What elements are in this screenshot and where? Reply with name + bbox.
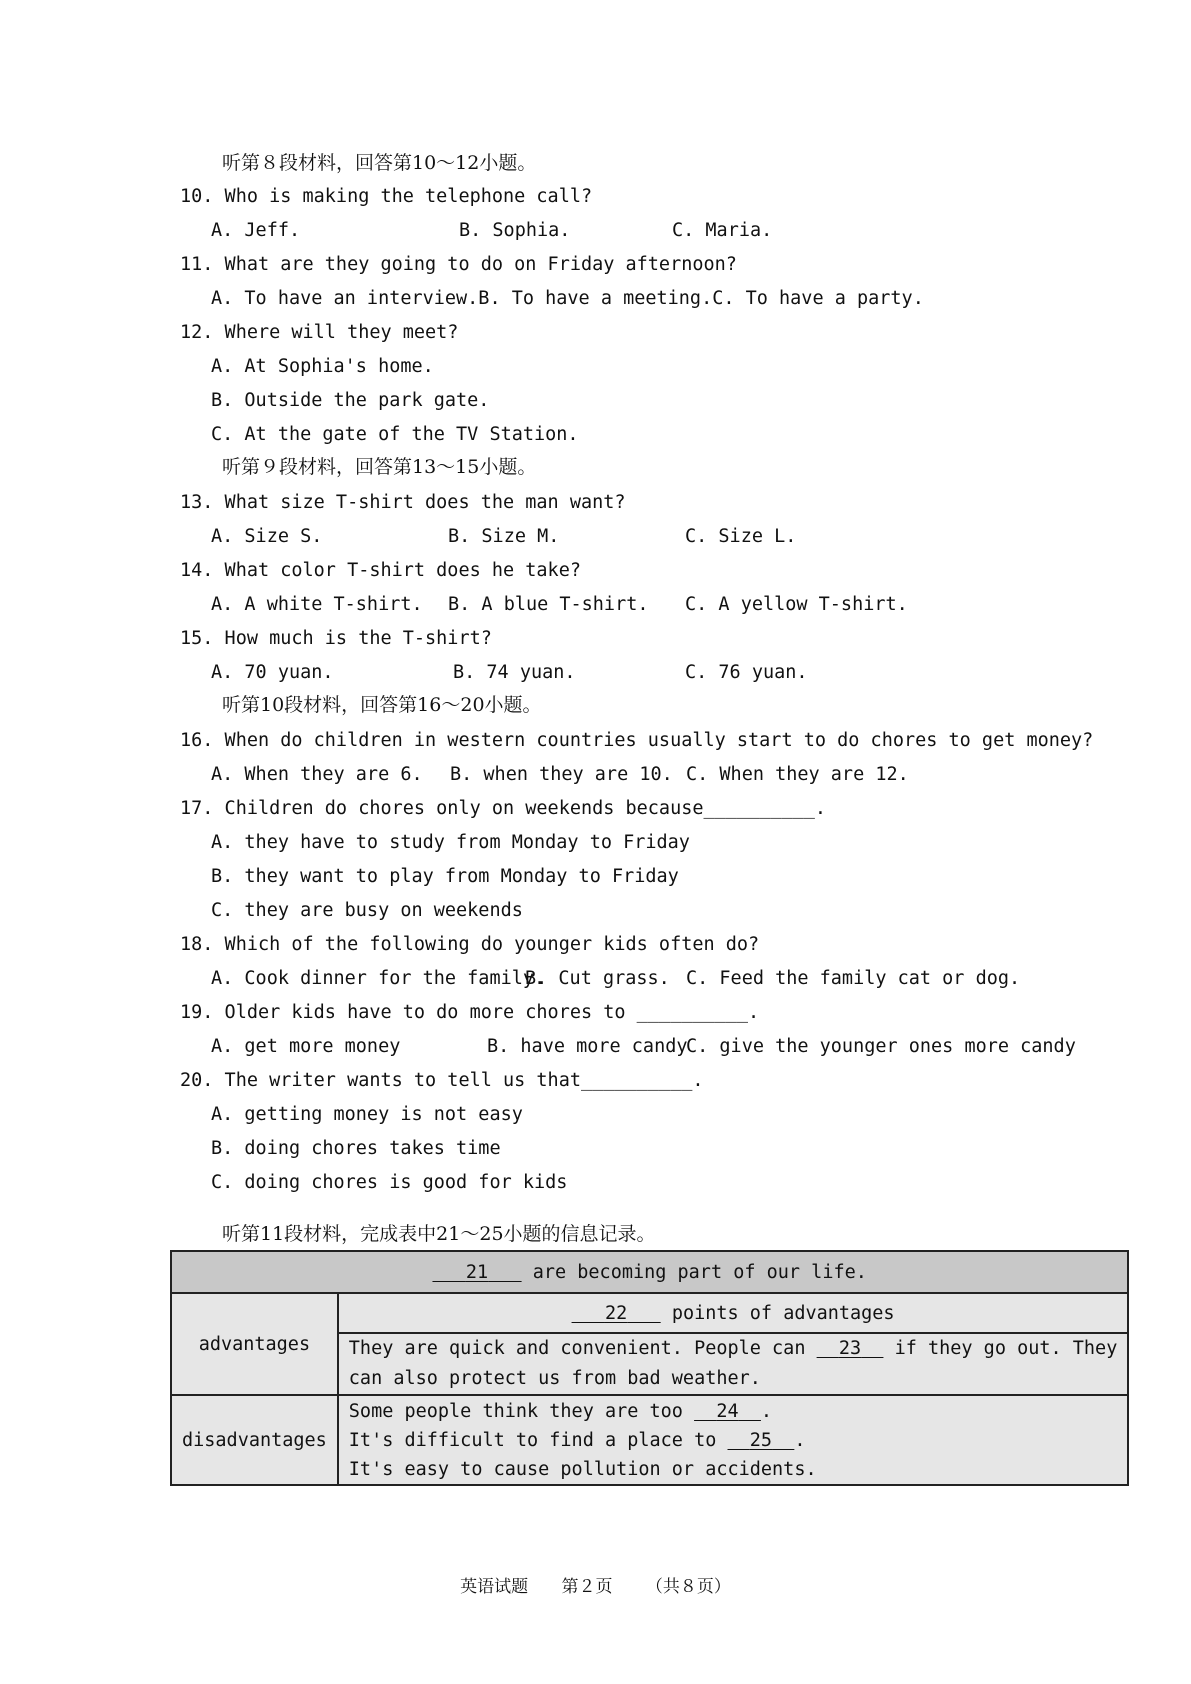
q15-option-b: B. 74 yuan. bbox=[453, 662, 576, 683]
section-10-heading: 听第10段材料，回答第16～20小题。 bbox=[222, 694, 542, 716]
footer-page: 第２页 bbox=[561, 1577, 613, 1597]
q12-option-b: B. Outside the park gate. bbox=[211, 390, 490, 411]
q19-option-a: A. get more money bbox=[211, 1036, 401, 1057]
q10-option-a: A. Jeff. bbox=[211, 220, 301, 241]
advantages-row-1 bbox=[171, 1293, 1128, 1333]
disadvantages-row bbox=[171, 1395, 1128, 1485]
q17-option-a: A. they have to study from Monday to Friday bbox=[211, 832, 690, 853]
q18-option-c: C. Feed the family cat or dog. bbox=[686, 968, 1021, 989]
disadvantages-line-3: It's easy to cause pollution or accidents. bbox=[348, 1458, 817, 1480]
q14-option-a: A. A white T-shirt. bbox=[211, 594, 423, 615]
advantages-sub-cell bbox=[338, 1293, 1129, 1333]
question-13: 13. What size T-shirt does the man want? bbox=[180, 492, 626, 513]
disadvantages-text-cell bbox=[338, 1395, 1129, 1485]
q18-option-b: B. Cut grass. bbox=[525, 968, 670, 989]
blank-22: 22 bbox=[604, 1302, 628, 1324]
section-11-heading: 听第11段材料，完成表中21～25小题的信息记录。 bbox=[222, 1223, 656, 1245]
q16-option-c: C. When they are 12. bbox=[686, 764, 909, 785]
q19-option-c: C. give the younger ones more candy bbox=[686, 1036, 1076, 1057]
advantages-text-cell bbox=[338, 1333, 1129, 1395]
footer-total: （共８页） bbox=[645, 1577, 731, 1597]
q20-option-a: A. getting money is not easy bbox=[211, 1104, 523, 1125]
q13-option-b: B. Size M. bbox=[448, 526, 560, 547]
q19-option-b: B. have more candy bbox=[487, 1036, 688, 1057]
table-header-row bbox=[171, 1251, 1128, 1293]
page-footer bbox=[0, 1572, 1191, 1597]
q20-option-c: C. doing chores is good for kids bbox=[211, 1172, 568, 1193]
disadvantages-line-2: It's difficult to find a place to 25 . bbox=[348, 1429, 806, 1451]
question-17: 17. Children do chores only on weekends because__________. bbox=[180, 798, 827, 819]
q17-option-c: C. they are busy on weekends bbox=[211, 900, 523, 921]
question-15: 15. How much is the T-shirt? bbox=[180, 628, 492, 649]
q14-option-c: C. A yellow T-shirt. bbox=[685, 594, 908, 615]
question-19: 19. Older kids have to do more chores to __________. bbox=[180, 1002, 760, 1023]
q15-option-a: A. 70 yuan. bbox=[211, 662, 334, 683]
question-20: 20. The writer wants to tell us that__________. bbox=[180, 1070, 704, 1091]
question-18: 18. Which of the following do younger kids often do? bbox=[180, 934, 760, 955]
disadvantages-label: disadvantages bbox=[171, 1395, 338, 1485]
disadvantages-line-1: Some people think they are too 24 . bbox=[348, 1400, 773, 1422]
question-16: 16. When do children in western countries usually start to do chores to get money? bbox=[180, 730, 1094, 751]
info-table bbox=[170, 1250, 1129, 1486]
advantages-label: advantages bbox=[171, 1293, 338, 1395]
q14-option-b: B. A blue T-shirt. bbox=[448, 594, 649, 615]
section-8-heading: 听第８段材料，回答第10～12小题。 bbox=[222, 152, 537, 174]
q11-options: A. To have an interview.B. To have a meeting.C. To have a party. bbox=[211, 288, 924, 309]
blank-25: 25 bbox=[749, 1429, 773, 1451]
table-header-cell bbox=[171, 1251, 1128, 1293]
advantages-line-2: can also protect us from bad weather. bbox=[348, 1368, 761, 1389]
section-9-heading: 听第９段材料，回答第13～15小题。 bbox=[222, 456, 537, 478]
q13-option-c: C. Size L. bbox=[685, 526, 797, 547]
q17-option-b: B. they want to play from Monday to Friday bbox=[211, 866, 679, 887]
blank-23: 23 bbox=[838, 1338, 862, 1359]
q16-option-a: A. When they are 6. bbox=[211, 764, 423, 785]
q15-option-c: C. 76 yuan. bbox=[685, 662, 808, 683]
q13-option-a: A. Size S. bbox=[211, 526, 323, 547]
header-text: are becoming part of our life. bbox=[532, 1261, 867, 1283]
question-12: 12. Where will they meet? bbox=[180, 322, 459, 343]
sub-text: points of advantages bbox=[671, 1302, 895, 1324]
blank-24: 24 bbox=[716, 1400, 739, 1422]
blank-21: 21 bbox=[465, 1261, 489, 1283]
question-11: 11. What are they going to do on Friday afternoon? bbox=[180, 254, 737, 275]
footer-subject: 英语试题 bbox=[460, 1577, 529, 1597]
question-14: 14. What color T-shirt does he take? bbox=[180, 560, 581, 581]
q10-option-c: C. Maria. bbox=[672, 220, 773, 241]
q12-option-c: C. At the gate of the TV Station. bbox=[211, 424, 579, 445]
q18-option-a: A. Cook dinner for the family. bbox=[211, 968, 546, 989]
q20-option-b: B. doing chores takes time bbox=[211, 1138, 501, 1159]
advantages-line-1: They are quick and convenient. People can 23 if they go out. They bbox=[348, 1338, 1118, 1359]
q12-option-a: A. At Sophia's home. bbox=[211, 356, 434, 377]
q16-option-b: B. when they are 10. bbox=[450, 764, 673, 785]
q10-option-b: B. Sophia. bbox=[459, 220, 571, 241]
question-10: 10. Who is making the telephone call? bbox=[180, 186, 593, 207]
